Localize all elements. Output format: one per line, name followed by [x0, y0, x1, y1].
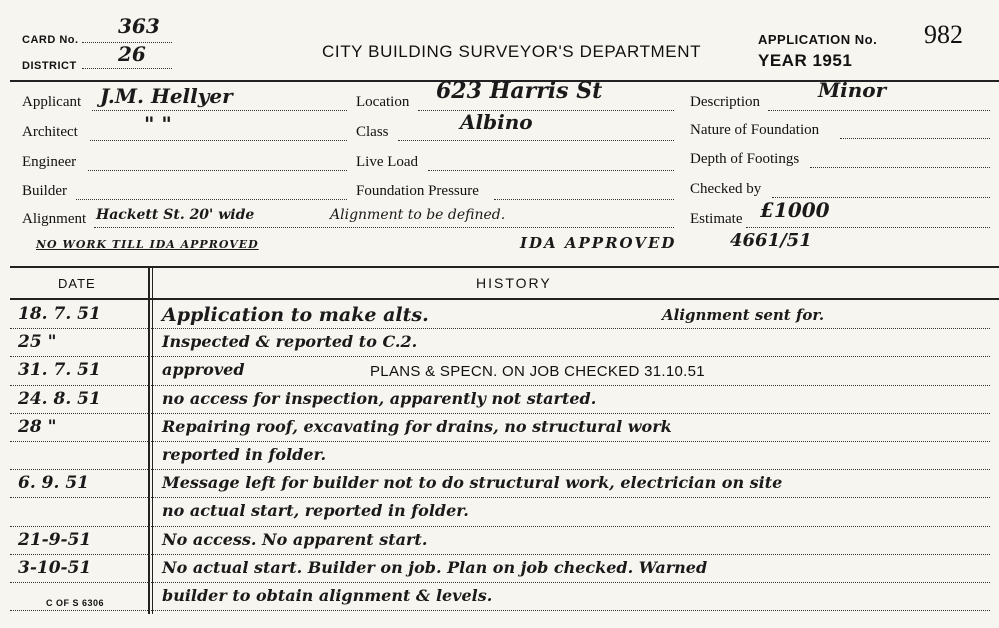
- history-date: 18. 7. 51: [18, 304, 101, 324]
- alignment-note: Alignment to be defined.: [330, 207, 506, 223]
- alignment-label: Alignment: [22, 211, 87, 227]
- location-label: Location: [356, 94, 410, 110]
- card-no-label: CARD No.: [22, 34, 79, 46]
- history-date: 28 ": [18, 416, 57, 437]
- applicant-label: Applicant: [22, 94, 82, 110]
- history-date: 3-10-51: [18, 557, 92, 578]
- description-label: Description: [690, 94, 760, 110]
- history-aside-note: PLANS & SPECN. ON JOB CHECKED 31.10.51: [370, 363, 705, 381]
- estimate-line: [746, 227, 990, 228]
- alignment-line: [94, 227, 674, 228]
- location-line: [418, 110, 674, 111]
- depth-footings-label: Depth of Footings: [690, 151, 800, 167]
- architect-value: " ": [144, 112, 172, 136]
- history-entry: approved: [162, 360, 245, 380]
- date-column-header: DATE: [58, 276, 96, 291]
- table-header-divider: [10, 298, 999, 300]
- foundation-pressure-line: [494, 199, 674, 200]
- architect-line: [90, 140, 347, 141]
- history-row-line: [10, 582, 990, 583]
- description-value: Minor: [818, 78, 887, 102]
- architect-label: Architect: [22, 124, 78, 140]
- history-aside-note: Alignment sent for.: [662, 306, 825, 324]
- nature-foundation-line: [840, 138, 990, 139]
- estimate-label: Estimate: [690, 211, 743, 227]
- history-date: 25 ": [18, 332, 57, 353]
- history-entry: no actual start, reported in folder.: [162, 501, 469, 521]
- history-row-line: [10, 441, 990, 442]
- class-value: Albino: [460, 110, 533, 134]
- history-row-line: [10, 385, 990, 386]
- history-column-header: HISTORY: [476, 275, 552, 291]
- history-row-line: [10, 497, 990, 498]
- history-date: 24. 8. 51: [18, 388, 101, 409]
- history-entry: builder to obtain alignment & levels.: [162, 586, 493, 605]
- ida-approved-number: 4661/51: [730, 230, 812, 251]
- fields-divider: [10, 266, 999, 268]
- engineer-label: Engineer: [22, 154, 77, 170]
- application-label: APPLICATION No.: [758, 32, 878, 47]
- live-load-line: [428, 170, 674, 171]
- history-date: 21-9-51: [18, 529, 92, 550]
- district-value: 26: [118, 42, 146, 66]
- class-label: Class: [356, 124, 389, 140]
- live-load-label: Live Load: [356, 154, 419, 170]
- district-line: [82, 68, 172, 69]
- history-entry: no access for inspection, apparently not started.: [162, 388, 597, 408]
- district-label: DISTRICT: [22, 60, 77, 72]
- history-entry: Message left for builder not to do structural work, electrician on site: [162, 473, 783, 493]
- history-row-line: [10, 526, 990, 527]
- history-entry: No access. No apparent start.: [162, 529, 428, 549]
- history-date: 6. 9. 51: [18, 473, 89, 494]
- no-work-note: NO WORK TILL IDA APPROVED: [36, 238, 259, 251]
- history-row-line: [10, 469, 990, 470]
- history-date: 31. 7. 51: [18, 360, 101, 381]
- department-title: CITY BUILDING SURVEYOR'S DEPARTMENT: [322, 42, 702, 61]
- estimate-value: £1000: [760, 198, 830, 222]
- engineer-line: [88, 170, 347, 171]
- history-entry: Inspected & reported to C.2.: [162, 332, 418, 352]
- builder-label: Builder: [22, 183, 67, 199]
- application-number: 982: [924, 20, 963, 49]
- class-line: [398, 140, 674, 141]
- alignment-value: Hackett St. 20' wide: [96, 207, 255, 223]
- history-row-line: [10, 328, 990, 329]
- history-entry: Application to make alts.: [162, 304, 429, 326]
- history-row-line: [10, 356, 990, 357]
- year-label: YEAR 1951: [758, 51, 853, 70]
- applicant-line: [92, 110, 347, 111]
- history-row-line: [10, 610, 990, 611]
- card-no-value: 363: [118, 14, 160, 38]
- description-line: [768, 110, 990, 111]
- location-value: 623 Harris St: [436, 78, 603, 104]
- foundation-pressure-label: Foundation Pressure: [356, 183, 479, 199]
- ida-approved-note: IDA APPROVED: [520, 234, 677, 252]
- builder-line: [76, 199, 347, 200]
- history-row-line: [10, 554, 990, 555]
- history-entry: No actual start. Builder on job. Plan on job checked. Warned: [162, 557, 708, 577]
- history-row-line: [10, 413, 990, 414]
- depth-footings-line: [810, 167, 990, 168]
- applicant-value: J.M. Hellyer: [100, 84, 233, 108]
- nature-foundation-label: Nature of Foundation: [690, 122, 820, 138]
- history-entry: Repairing roof, excavating for drains, no structural work: [162, 416, 672, 436]
- checked-by-label: Checked by: [690, 181, 762, 197]
- form-code: C OF S 6306: [46, 598, 105, 608]
- history-entry: reported in folder.: [162, 445, 327, 464]
